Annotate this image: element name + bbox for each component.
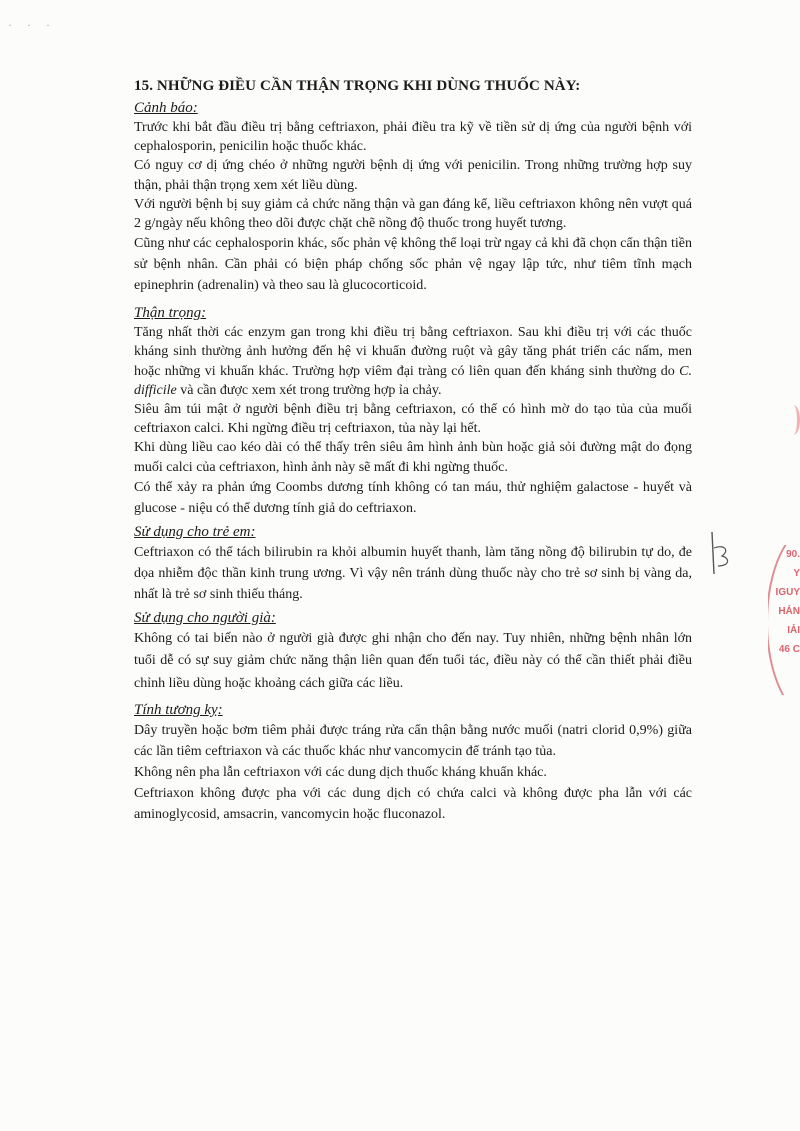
section-title: 15. NHỮNG ĐIỀU CẦN THẬN TRỌNG KHI DÙNG THUỐC NÀY:	[134, 78, 581, 94]
paragraph: Khi dùng liều cao kéo dài có thể thấy trên siêu âm hình ảnh bùn hoặc giả sỏi đường mật do đọng muối calci của ceftriaxon, hình ảnh này sẽ mất đi khi ngừng thuốc.	[134, 440, 692, 475]
stamp-ring	[768, 545, 800, 695]
stamp-text-line: Y	[793, 568, 800, 579]
handwritten-mark-icon	[700, 528, 740, 578]
subheading-canh-bao: Cảnh báo:	[134, 100, 198, 116]
paragraph-text: Tăng nhất thời các enzym gan trong khi điều trị bằng ceftriaxon. Sau khi điều trị với các thuốc kháng sinh thường ảnh hưởng đến hệ vi khuẩn đường ruột và gây tăng phát triển các nấm, men hoặc những vi khuẩn khác. Trường hợp viêm đại tràng có liên quan đến kháng sinh thường do	[134, 325, 692, 379]
organism-name: C. difficile	[134, 363, 692, 398]
paragraph: Cũng như các cephalosporin khác, sốc phản vệ không thể loại trừ ngay cả khi đã chọn cẩn thận tiền sử bệnh nhân. Cần phải có biện pháp chống sốc phản vệ ngay lập tức, như tiêm tĩnh mạch epinephrin (adrenalin) và theo sau là glucocorticoid.	[134, 236, 692, 294]
stamp-text-line: IẢI	[787, 625, 800, 636]
subheading-tre-em: Sử dụng cho trẻ em:	[134, 523, 256, 540]
stamp-text-line: HẢN	[778, 606, 800, 617]
paragraph: Dây truyền hoặc bơm tiêm phải được tráng rửa cẩn thận bằng nước muối (natri clorid 0,9%) giữa các lần tiêm ceftriaxon và các thuốc khác như vancomycin để tránh tạo tủa.	[134, 723, 692, 760]
paragraph: Có nguy cơ dị ứng chéo ở những người bệnh dị ứng với penicilin. Trong những trường hợp suy thận, phải thận trọng xem xét liều dùng.	[134, 158, 692, 193]
subheading-than-trong: Thận trọng:	[134, 305, 207, 322]
stamp-text-line: 90.	[786, 549, 800, 560]
paragraph: Ceftriaxon không được pha với các dung dịch có chứa calci và không được pha lẫn với các aminoglycosid, amsacrin, vancomycin hoặc fluconazol.	[134, 786, 692, 823]
paragraph: Không có tai biến nào ở người già được ghi nhận cho đến nay. Tuy nhiên, những bệnh nhân lớn tuổi dễ có sự suy giảm chức năng thận liên quan đến tuổi tác, điều này có thể cần thiết phải điều chỉnh liều dùng hoặc khoảng cách giữa các liều.	[134, 630, 692, 691]
paragraph: Siêu âm túi mật ở người bệnh điều trị bằng ceftriaxon, có thể có hình mờ do tạo tủa của muối ceftriaxon calci. Khi ngừng điều trị ceftriaxon, tủa này lại hết.	[134, 402, 692, 437]
paragraph: Trước khi bắt đầu điều trị bằng ceftriaxon, phải điều tra kỹ về tiền sử dị ứng của người bệnh với cephalosporin, penicilin hoặc thuốc khác.	[134, 120, 692, 155]
paragraph: Không nên pha lẫn ceftriaxon với các dung dịch thuốc kháng khuẩn khác.	[134, 765, 547, 781]
paragraph: Với người bệnh bị suy giảm cả chức năng thận và gan đáng kể, liều ceftriaxon không nên vượt quá 2 g/ngày nếu không theo dõi được chặt chẽ nồng độ thuốc trong huyết tương.	[134, 196, 692, 232]
red-stamp-partial	[768, 545, 800, 695]
paragraph-text: và cần được xem xét trong trường hợp ỉa chảy.	[176, 382, 442, 398]
paragraph	[134, 323, 692, 400]
paragraph: Ceftriaxon có thể tách bilirubin ra khỏi albumin huyết thanh, làm tăng nồng độ bilirubin tự do, đe dọa nhiễm độc thần kinh trung ương. Vì vậy nên tránh dùng thuốc này cho trẻ sơ sinh bị vàng da, nhất là trẻ sơ sinh thiếu tháng.	[134, 544, 692, 602]
stamp-text-line: IGUY	[775, 587, 800, 598]
stamp-text-line: 46 C	[778, 644, 800, 655]
red-stamp-edge-mark	[787, 405, 800, 435]
subheading-tuong-ky: Tính tương kỵ:	[134, 702, 223, 719]
scan-speck-marks: · · ·	[8, 18, 56, 32]
subheading-nguoi-gia: Sử dụng cho người già:	[134, 609, 276, 626]
paragraph: Có thể xảy ra phản ứng Coombs dương tính không có tan máu, thử nghiệm galactose - huyết và glucose - niệu có thể dương tính giả do ceftriaxon.	[134, 479, 692, 516]
document-body	[134, 78, 692, 825]
